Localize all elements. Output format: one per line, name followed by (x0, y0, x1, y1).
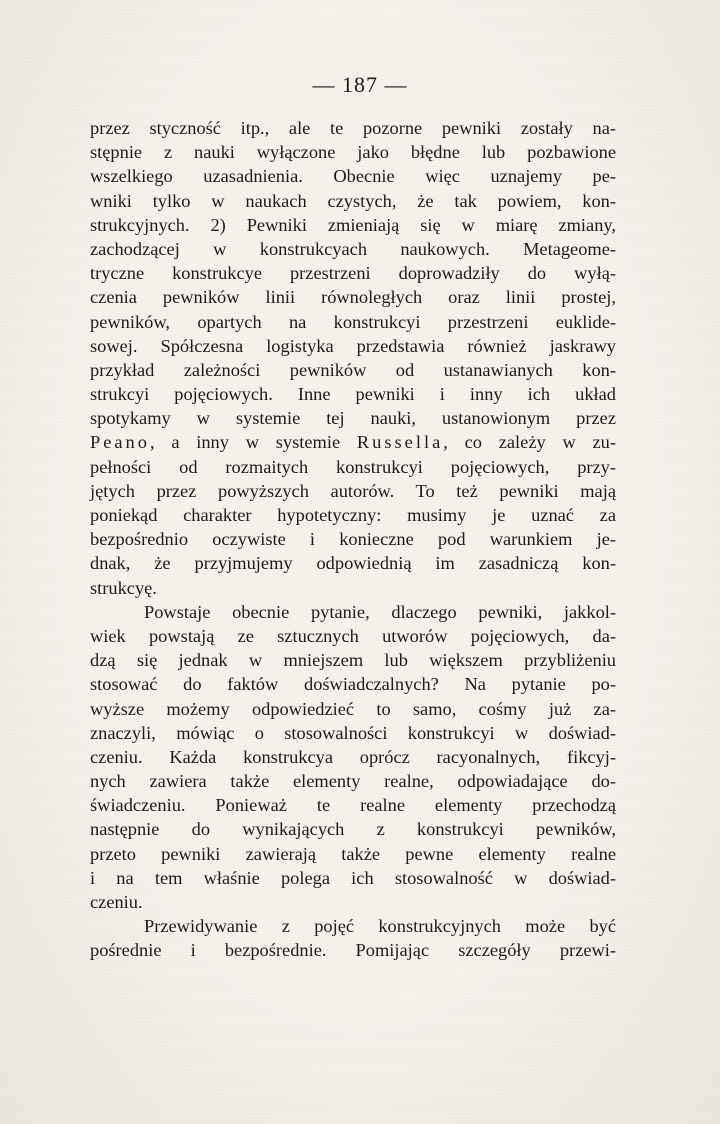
author-name-russell: Russella (356, 432, 444, 453)
text-line-names (90, 430, 616, 454)
body-text (90, 116, 616, 963)
text-line: pośrednie i bezpośrednie. Pomijając szczegóły przewi- (90, 940, 616, 961)
text-line: wszelkiego uzasadnienia. Obecnie więc uznajemy pe- (90, 166, 616, 187)
text-line: świadczeniu. Ponieważ te realne elementy przechodzą (90, 795, 616, 816)
text-line: Powstaje obecnie pytanie, dlaczego pewniki, jakkol- (144, 601, 616, 622)
text-line: przykład zależności pewników od ustanawianych kon- (90, 359, 616, 380)
text-line: Przewidywanie z pojęć konstrukcyjnych może być (144, 916, 616, 937)
paragraph-3 (90, 914, 616, 962)
text-line: poniekąd charakter hypotetyczny: musimy je uznać za (90, 505, 616, 525)
text-line: czeniu. (90, 892, 143, 912)
text-line: wniki tylko w naukach czystych, że tak powiem, kon- (90, 190, 616, 211)
author-name-peano: Peano (90, 432, 150, 453)
text-line: nych zawiera także elementy realne, odpowiadające do- (90, 771, 616, 792)
text-line: przeto pewniki zawierają także pewne elementy realne (90, 843, 616, 864)
text-line: jętych przez powyższych autorów. To też pewniki mają (90, 480, 616, 501)
text-line: przez styczność itp., ale te pozorne pewniki zostały na- (90, 118, 616, 138)
text-line: pewników, opartych na konstrukcyi przestrzeni euklide- (90, 311, 616, 332)
text-line: bezpośrednio oczywiste i konieczne pod warunkiem je- (90, 529, 616, 550)
text-fragment: , co zależy w zu- (443, 432, 616, 453)
text-line: dzą się jednak w mniejszem lub większem przybliżeniu (90, 650, 616, 671)
text-line: zachodzącej w konstrukcyach naukowych. Metageome- (90, 238, 616, 259)
text-line: i na tem właśnie polega ich stosowalność w doświad- (90, 867, 616, 888)
text-line: znaczyli, mówiąc o stosowalności konstrukcyi w doświad- (90, 722, 616, 743)
text-line: sowej. Spółczesna logistyka przedstawia również jaskrawy (90, 335, 616, 356)
text-line: stępnie z nauki wyłączone jako błędne lub pozbawione (90, 142, 616, 163)
text-line: stosować do faktów doświadczalnych? Na pytanie po- (90, 674, 616, 695)
paragraph-2 (90, 600, 616, 914)
text-line: dnak, że przyjmujemy odpowiednią im zasadniczą kon- (90, 553, 616, 574)
text-line: czeniu. Każda konstrukcya oprócz racyonalnych, fikcyj- (90, 746, 616, 767)
text-line: strukcyi pojęciowych. Inne pewniki i inny ich układ (90, 384, 616, 405)
text-line: następnie do wynikających z konstrukcyi pewników, (90, 819, 616, 840)
text-line: strukcyjnych. 2) Pewniki zmieniają się w miarę zmiany, (90, 214, 616, 235)
text-fragment: , a inny w systemie (149, 432, 357, 453)
text-line: czenia pewników linii równoległych oraz linii prostej, (90, 287, 616, 308)
text-line: pełności od rozmaitych konstrukcyi pojęciowych, przy- (90, 456, 616, 477)
page-number: — 187 — (312, 72, 408, 97)
paragraph-1 (90, 116, 616, 600)
text-line: tryczne konstrukcye przestrzeni doprowadziły do wyłą- (90, 263, 616, 284)
text-line: wyższe możemy odpowiedzieć to samo, cośmy już za- (90, 698, 616, 719)
text-line: wiek powstają ze sztucznych utworów pojęciowych, da- (90, 625, 616, 646)
text-line: strukcyę. (90, 577, 157, 598)
text-line: spotykamy w systemie tej nauki, ustanowionym przez (90, 408, 616, 429)
